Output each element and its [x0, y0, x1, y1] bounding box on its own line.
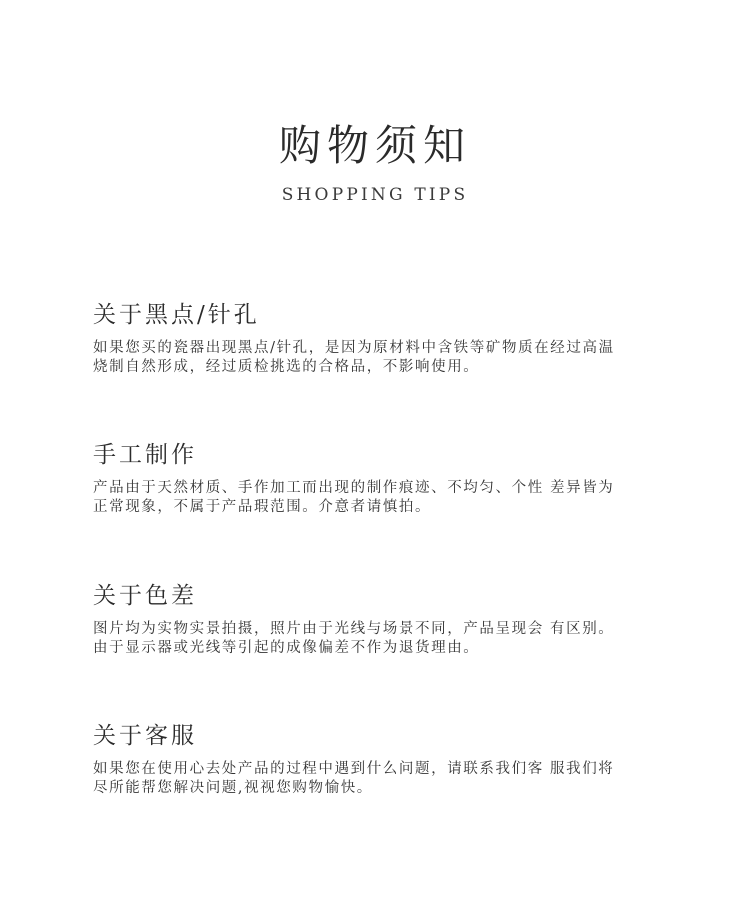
section-heading: 关于客服: [93, 723, 197, 749]
page-subtitle: SHOPPING TIPS: [281, 185, 469, 205]
section-color-difference: [93, 581, 673, 657]
section-heading: 手工制作: [93, 442, 197, 468]
page-title: 购物须知: [278, 121, 471, 170]
section-customer-service: [93, 721, 673, 797]
section-handmade: [93, 440, 673, 516]
section-black-spots: [93, 300, 673, 376]
page-header: [0, 118, 750, 206]
section-body: 如果您在使用心去处产品的过程中遇到什么问题，请联系我们客 服我们将 尽所能帮您解决问题,视视您购物愉快。: [93, 761, 615, 796]
section-heading: 关于色差: [93, 583, 197, 609]
section-heading: 关于黑点/针孔: [93, 302, 260, 328]
section-body: 产品由于天然材质、手作加工而出现的制作痕迹、不均匀、个性 差异皆为 正常现象，不属于产品瑕范围。介意者请慎拍。: [93, 480, 615, 515]
section-body: 如果您买的瓷器出现黑点/针孔，是因为原材料中含铁等矿物质在经过高温 烧制自然形成，经过质检挑选的合格品，不影响使用。: [93, 340, 615, 375]
section-body: 图片均为实物实景拍摄，照片由于光线与场景不同，产品呈现会 有区别。 由于显示器或光线等引起的成像偏差不作为退货理由。: [93, 621, 615, 656]
